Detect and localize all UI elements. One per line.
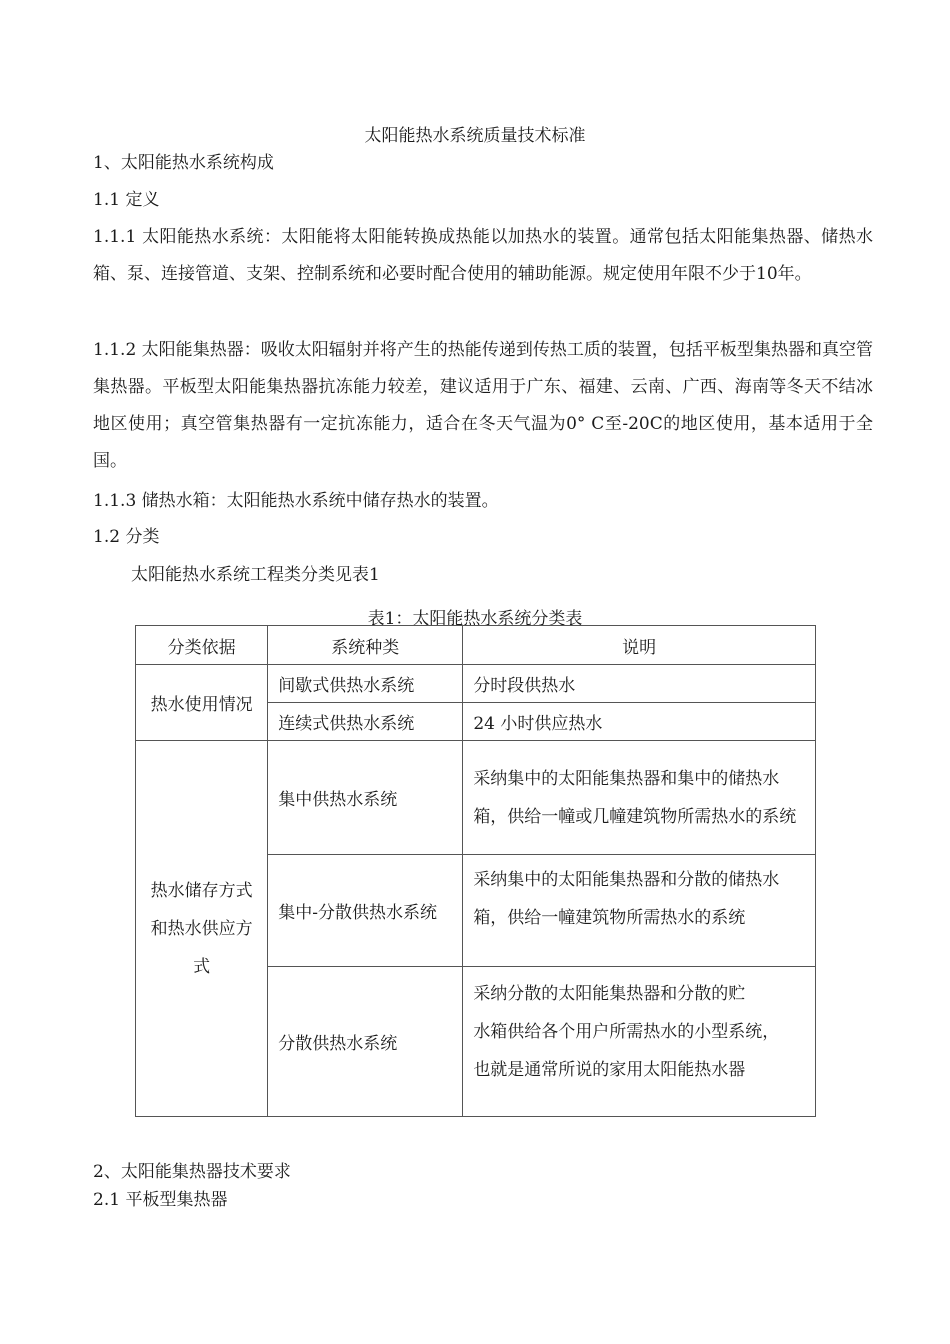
table-row [136,741,816,855]
paragraph-1-1-3: 1.1.3 储热水箱：太阳能热水系统中储存热水的装置。 [93,491,499,511]
type-cell: 间歇式供热水系统 [268,665,463,703]
header-basis: 分类依据 [136,626,268,665]
desc-cell: 采纳集中的太阳能集热器和集中的储热水箱，供给一幢或几幢建筑物所需热水的系统 [463,741,816,855]
type-cell: 连续式供热水系统 [268,703,463,741]
basis-line-2: 和热水供应方式 [150,918,253,977]
heading-2-1: 2.1 平板型集热器 [93,1190,228,1210]
desc-cell [463,967,816,1117]
basis-cell: 热水使用情况 [136,665,268,741]
heading-1-2: 1.2 分类 [93,527,160,547]
header-type: 系统种类 [268,626,463,665]
paragraph-1-1-2: 1.1.2 太阳能集热器：吸收太阳辐射并将产生的热能传递到传热工质的装置，包括平板型集热器和真空管集热器。平板型太阳能集热器抗冻能力较差，建议适用于广东、福建、云南、广西、海南等冬天不结冰地区使用；真空管集热器有一定抗冻能力，适合在冬天气温为0° C至-20C的地区使用，基本适用于全国。 [93,340,873,471]
heading-2: 2、太阳能集热器技术要求 [93,1162,291,1182]
desc-cell: 24 小时供应热水 [463,703,816,741]
paragraph-1-1-1: 1.1.1 太阳能热水系统：太阳能将太阳能转换成热能以加热水的装置。通常包括太阳能集热器、储热水箱、泵、连接管道、支架、控制系统和必要时配合使用的辅助能源。规定使用年限不少于10年。 [93,227,873,284]
desc-line-3: 也就是通常所说的家用太阳能热水器 [473,1060,746,1080]
desc-cell: 采纳集中的太阳能集热器和分散的储热水箱，供给一幢建筑物所需热水的系统 [463,855,816,967]
basis-cell [136,741,268,1117]
desc-cell: 分时段供热水 [463,665,816,703]
document-title: 太阳能热水系统质量技术标准 [364,126,586,146]
classification-table [135,625,816,1117]
desc-line-2: 水箱供给各个用户所需热水的小型系统， [473,1022,780,1042]
table-header-row [136,626,816,665]
heading-1-1: 1.1 定义 [93,190,160,210]
basis-line-1: 热水储存方式 [150,880,253,901]
table-row [136,665,816,703]
heading-1: 1、太阳能热水系统构成 [93,153,274,173]
type-cell: 分散供热水系统 [268,967,463,1117]
paragraph-1-2: 太阳能热水系统工程类分类见表1 [131,565,380,585]
type-cell: 集中供热水系统 [268,741,463,855]
desc-line-1: 采纳分散的太阳能集热器和分散的贮 [473,984,746,1004]
type-cell: 集中-分散供热水系统 [268,855,463,967]
header-desc: 说明 [463,626,816,665]
table-caption: 表1：太阳能热水系统分类表 [367,609,583,629]
